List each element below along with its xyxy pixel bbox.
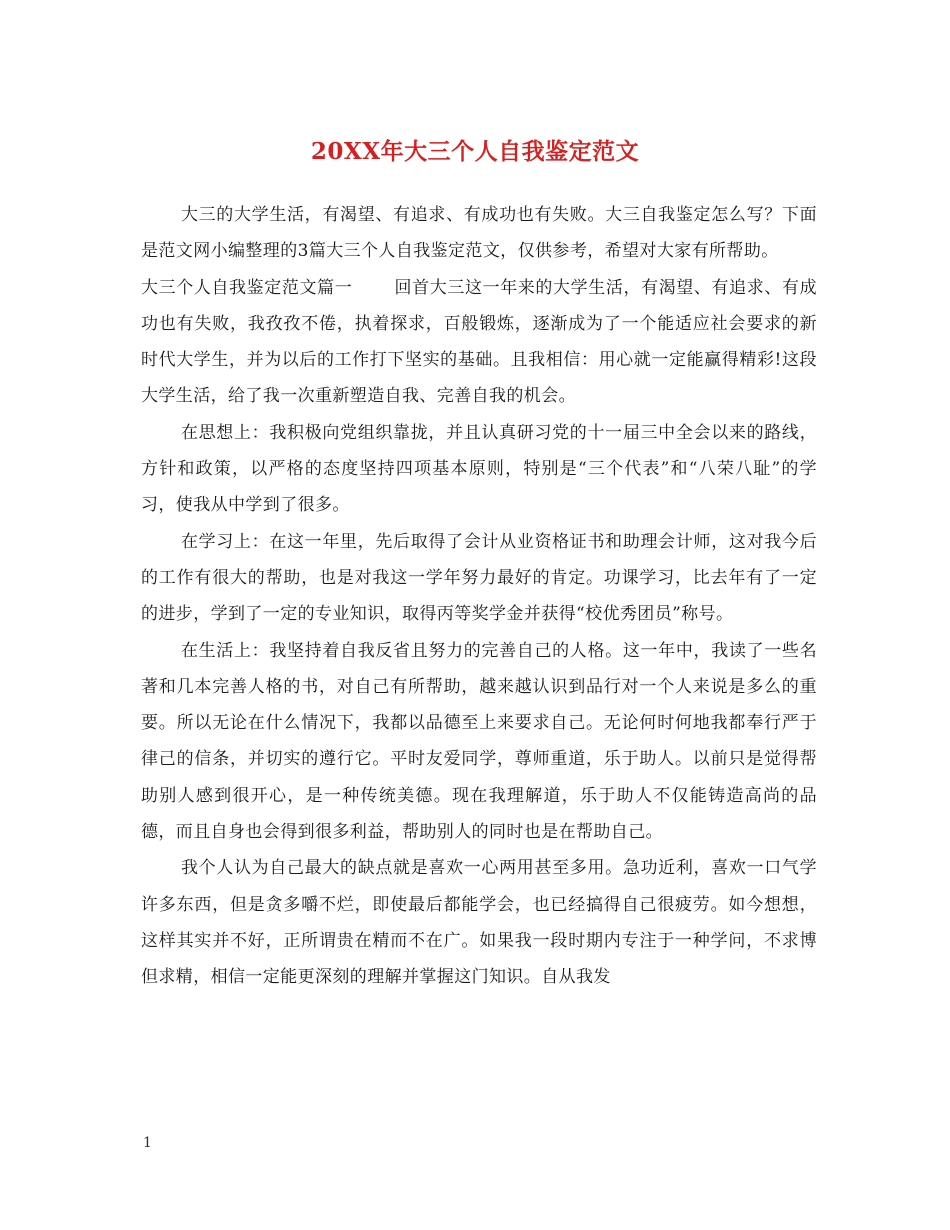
shortcoming-paragraph: 我个人认为自己最大的缺点就是喜欢一心两用甚至多用。急功近利，喜欢一口气学许多东西，但是贪多嚼不烂，即使最后都能学会，也已经搞得自己很疲劳。如今想想，这样其实并不好，正所谓贵在精而不在广。如果我一段时期内专注于一种学问，不求博但求精，相信一定能更深刻的理解并掌握这门知识。自从我发 [141, 858, 817, 988]
section-first-text: 回首大三这一年来的大学生活，有渴望、有追求、有成功也有失败，我孜孜不倦，执着探求，百般锻炼，逐渐成为了一个能适应社会要求的新时代大学生，并为以后的工作打下坚实的基础。且我相信：用心就一定能赢得精彩!这段大学生活，给了我一次重新塑造自我、完善自我的机会。 [141, 277, 817, 407]
section-paragraph [141, 270, 817, 415]
document-title: 20XX年大三个人自我鉴定范文 [310, 138, 640, 165]
study-paragraph: 在学习上：在这一年里，先后取得了会计从业资格证书和助理会计师，这对我今后的工作有很大的帮助，也是对我这一学年努力最好的肯定。功课学习，比去年有了一定的进步，学到了一定的专业知识，取得丙等奖学金并获得“校优秀团员”称号。 [141, 531, 817, 625]
thought-paragraph: 在思想上：我积极向党组织靠拢，并且认真研习党的十一届三中全会以来的路线，方针和政策，以严格的态度坚持四项基本原则，特别是“三个代表”和“八荣八耻”的学习，使我从中学到了很多。 [141, 422, 817, 516]
life-paragraph: 在生活上：我坚持着自我反省且努力的完善自己的人格。这一年中，我读了一些名著和几本完善人格的书，对自己有所帮助，越来越认识到品行对一个人来说是多么的重要。所以无论在什么情况下，我都以品德至上来要求自己。无论何时何地我都奉行严于律己的信条，并切实的遵行它。平时友爱同学，尊师重道，乐于助人。以前只是觉得帮助别人感到很开心，是一种传统美德。现在我理解道，乐于助人不仅能铸造高尚的品德，而且自身也会得到很多利益，帮助别人的同时也是在帮助自己。 [141, 640, 817, 843]
intro-paragraph: 大三的大学生活，有渴望、有追求、有成功也有失败。大三自我鉴定怎么写？下面是范文网小编整理的3篇大三个人自我鉴定范文，仅供参考，希望对大家有所帮助。 [141, 205, 817, 262]
section-heading: 大三个人自我鉴定范文篇一 [141, 277, 353, 298]
page-number: 1 [143, 1135, 152, 1151]
document-body [141, 197, 817, 996]
